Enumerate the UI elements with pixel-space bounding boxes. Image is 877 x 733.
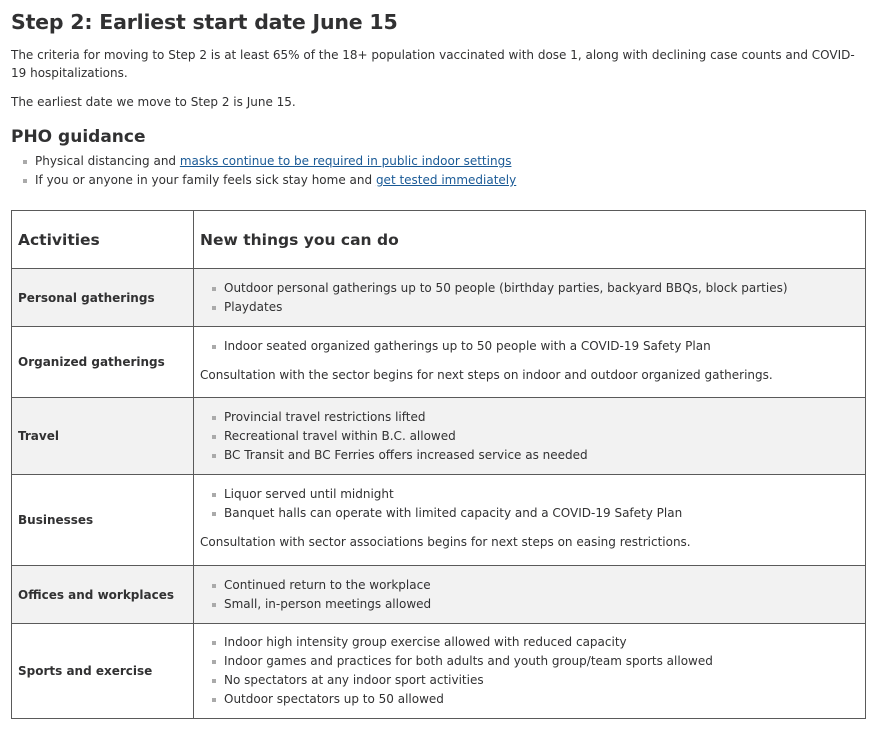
list-item: Continued return to the workplace [212,576,859,595]
activity-cell: Offices and workplaces [12,566,194,624]
list-item: Outdoor spectators up to 50 allowed [212,690,859,709]
activity-cell: Sports and exercise [12,624,194,719]
earliest-date-paragraph: The earliest date we move to Step 2 is June 15. [11,95,296,109]
criteria-paragraph: The criteria for moving to Step 2 is at least 65% of the 18+ population vaccinated with dose 1, along with declining case counts and COVID-19 hospitalizations. [11,48,855,80]
activities-column-header: Activities [12,211,194,269]
row-note: Consultation with the sector begins for next steps on indoor and outdoor organized gatherings. [200,367,773,382]
new-things-cell [194,269,866,327]
activity-cell: Travel [12,398,194,475]
new-things-cell [194,624,866,719]
new-things-cell [194,327,866,398]
pho-guidance-list [11,152,866,190]
table-row [12,398,866,475]
table-header-row [12,211,866,269]
list-item: Indoor high intensity group exercise allowed with reduced capacity [212,633,859,652]
table-row [12,475,866,566]
row-note: Consultation with sector associations begins for next steps on easing restrictions. [200,535,691,549]
list-item [23,171,866,190]
new-things-cell [194,566,866,624]
list-item: BC Transit and BC Ferries offers increased service as needed [212,446,859,465]
table-row [12,327,866,398]
list-item: Provincial travel restrictions lifted [212,408,859,427]
list-item [23,152,866,171]
list-item: Banquet halls can operate with limited capacity and a COVID-19 Safety Plan [212,504,859,523]
step2-activities-table [11,210,866,719]
activity-cell: Organized gatherings [12,327,194,398]
list-item: Playdates [212,298,859,317]
activity-cell: Personal gatherings [12,269,194,327]
list-item: No spectators at any indoor sport activities [212,671,859,690]
pho-item-text: If you or anyone in your family feels sick stay home and [35,173,376,187]
pho-guidance-heading: PHO guidance [11,127,146,147]
activity-cell: Businesses [12,475,194,566]
list-item: Indoor games and practices for both adults and youth group/team sports allowed [212,652,859,671]
new-things-cell [194,475,866,566]
new-things-cell [194,398,866,475]
pho-item-text: Physical distancing and [35,154,180,168]
list-item: Recreational travel within B.C. allowed [212,427,859,446]
new-things-column-header: New things you can do [194,211,866,269]
table-row [12,624,866,719]
list-item: Indoor seated organized gatherings up to 50 people with a COVID-19 Safety Plan [212,337,859,356]
page-title: Step 2: Earliest start date June 15 [11,10,398,34]
list-item: Small, in-person meetings allowed [212,595,859,614]
masks-required-link[interactable]: masks continue to be required in public indoor settings [179,154,512,168]
list-item: Outdoor personal gatherings up to 50 people (birthday parties, backyard BBQs, block parties) [212,279,859,298]
list-item: Liquor served until midnight [212,485,859,504]
table-row [12,269,866,327]
get-tested-link[interactable]: get tested immediately [375,173,517,187]
table-row [12,566,866,624]
